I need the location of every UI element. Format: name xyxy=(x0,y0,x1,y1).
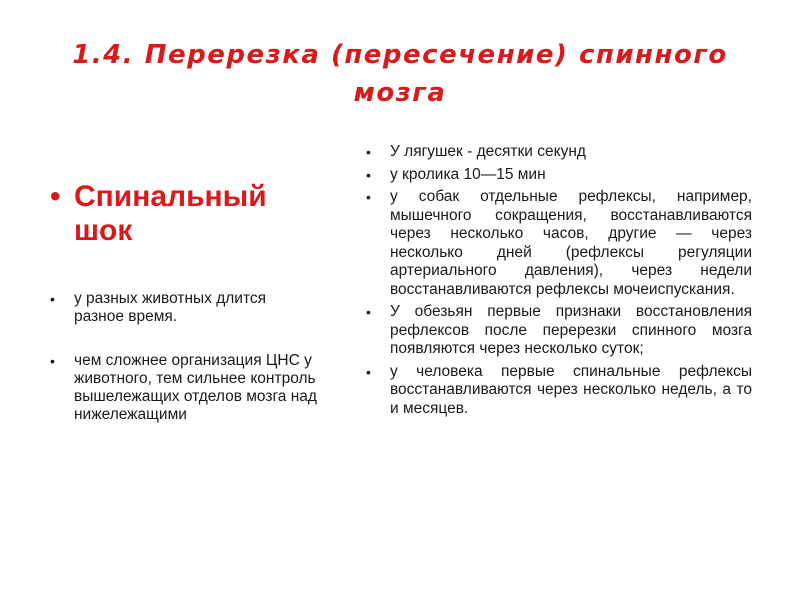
list-item-text: У обезьян первые признаки восстановления рефлексов после перерезки спинного мозга появляются через несколько суток; xyxy=(390,303,752,357)
bullet-dot: • xyxy=(366,304,371,320)
list-item xyxy=(366,143,752,162)
list-item-text: чем сложнее организация ЦНС у животного, тем сильнее контроль вышележащих отделов мозга над нижележащими xyxy=(74,352,317,423)
list-item xyxy=(50,352,320,424)
list-item-text: у человека первые спинальные рефлексы восстанавливаются через несколько недель, а то и месяцев. xyxy=(390,362,752,417)
bullet-dot: • xyxy=(50,291,55,307)
bullet-dot: • xyxy=(50,353,55,369)
bullet-dot: • xyxy=(366,189,371,205)
list-item-text: у кролика 10—15 мин xyxy=(390,165,546,183)
list-item xyxy=(366,188,752,299)
spinal-shock-heading: Спинальный шок xyxy=(74,180,267,247)
bullet-dot: • xyxy=(366,144,371,160)
list-item-text: У лягушек - десятки секунд xyxy=(390,143,586,160)
main-bullet xyxy=(50,180,320,248)
list-item-text: у собак отдельные рефлексы, например, мышечного сокращения, восстанавливаются через несколько часов, другие — через несколько дней (рефлексы регуляции артериального давления), через недели восстанавливаются рефлексы мочеиспускания. xyxy=(390,188,752,298)
right-column xyxy=(366,143,752,422)
right-list xyxy=(366,143,752,418)
list-item xyxy=(366,166,752,185)
list-item-text: у разных животных длится разное время. xyxy=(74,290,267,325)
left-sub-list xyxy=(50,290,320,424)
slide-title: 1.4. Перерезка (пересечение) спинного мозга xyxy=(72,40,728,108)
bullet-dot: • xyxy=(366,363,371,380)
list-item xyxy=(366,363,752,419)
list-item xyxy=(50,290,320,326)
bullet-dot: • xyxy=(366,166,371,183)
bullet-dot: • xyxy=(50,180,61,213)
left-column xyxy=(50,180,320,450)
list-item xyxy=(366,303,752,359)
